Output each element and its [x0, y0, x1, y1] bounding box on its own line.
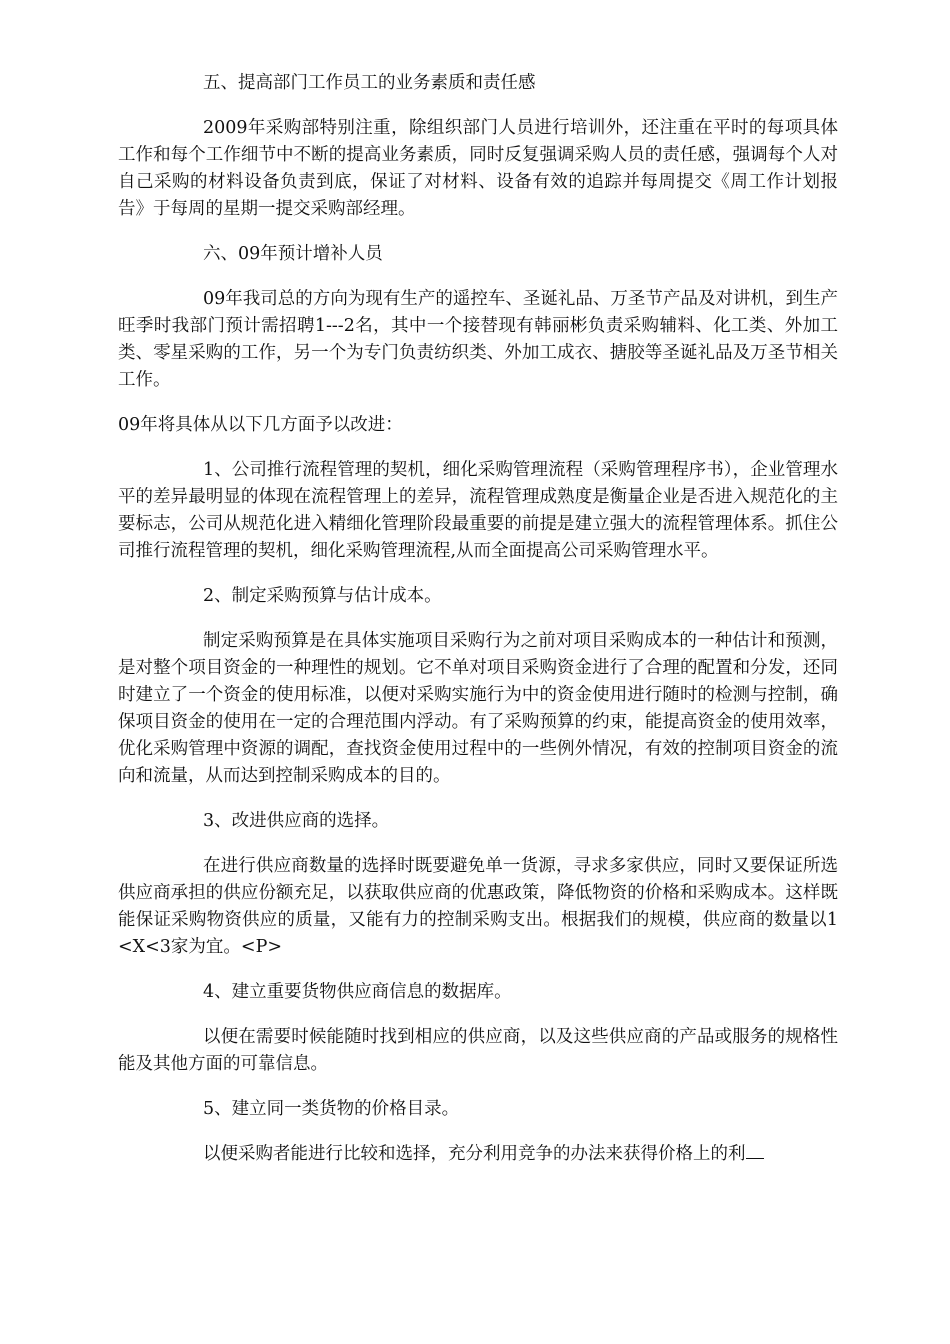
improvement-intro: 09年将具体从以下几方面予以改进： [118, 415, 403, 435]
body-paragraph: 以便在需要时候能随时找到相应的供应商，以及这些供应商的产品或服务的规格性能及其他方面的可靠信息。 [118, 1027, 838, 1074]
body-paragraph: 在进行供应商数量的选择时既要避免单一货源，寻求多家供应，同时又要保证所选供应商承担的供应份额充足，以获取供应商的优惠政策，降低物资的价格和采购成本。这样既能保证采购物资供应的质量，又能有力的控制采购支出。根据我们的规模，供应商的数量以1<X<3家为宜。<P> [118, 856, 838, 957]
improvement-heading-3: 3、改进供应商的选择。 [203, 811, 390, 831]
document-page [118, 70, 838, 1186]
body-paragraph: 制定采购预算是在具体实施项目采购行为之前对项目采购成本的一种估计和预测，是对整个项目资金的一种理性的规划。它不单对项目采购资金进行了合理的配置和分发，还同时建立了一个资金的使用标准，以便对采购实施行为中的资金使用进行随时的检测与控制，确保项目资金的使用在一定的合理范围内浮动。有了采购预算的约束，能提高资金的使用效率，优化采购管理中资源的调配，查找资金使用过程中的一些例外情况，有效的控制项目资金的流向和流量，从而达到控制采购成本的目的。 [118, 631, 838, 786]
underline-mark [746, 1144, 764, 1159]
body-paragraph-last [118, 1141, 838, 1168]
improvement-heading-4: 4、建立重要货物供应商信息的数据库。 [203, 982, 512, 1002]
improvement-heading-2: 2、制定采购预算与估计成本。 [203, 586, 442, 606]
body-paragraph-last-text: 以便采购者能进行比较和选择，充分利用竞争的办法来获得价格上的利 [203, 1144, 746, 1164]
body-paragraph: 2009年采购部特别注重，除组织部门人员进行培训外，还注重在平时的每项具体工作和每个工作细节中不断的提高业务素质，同时反复强调采购人员的责任感，强调每个人对自己采购的材料设备负责到底，保证了对材料、设备有效的追踪并每周提交《周工作计划报告》于每周的星期一提交采购部经理。 [118, 118, 838, 219]
body-paragraph: 09年我司总的方向为现有生产的遥控车、圣诞礼品、万圣节产品及对讲机，到生产旺季时我部门预计需招聘1---2名，其中一个接替现有韩丽彬负责采购辅料、化工类、外加工类、零星采购的工作，另一个为专门负责纺织类、外加工成衣、搪胶等圣诞礼品及万圣节相关工作。 [118, 289, 838, 390]
section-heading-5: 五、提高部门工作员工的业务素质和责任感 [203, 73, 536, 93]
section-heading-6: 六、09年预计增补人员 [203, 244, 383, 264]
improvement-item-1: 1、公司推行流程管理的契机，细化采购管理流程（采购管理程序书），企业管理水平的差异最明显的体现在流程管理上的差异，流程管理成熟度是衡量企业是否进入规范化的主要标志，公司从规范化进入精细化管理阶段最重要的前提是建立强大的流程管理体系。抓住公司推行流程管理的契机，细化采购管理流程,从而全面提高公司采购管理水平。 [118, 460, 838, 561]
improvement-heading-5: 5、建立同一类货物的价格目录。 [203, 1099, 460, 1119]
